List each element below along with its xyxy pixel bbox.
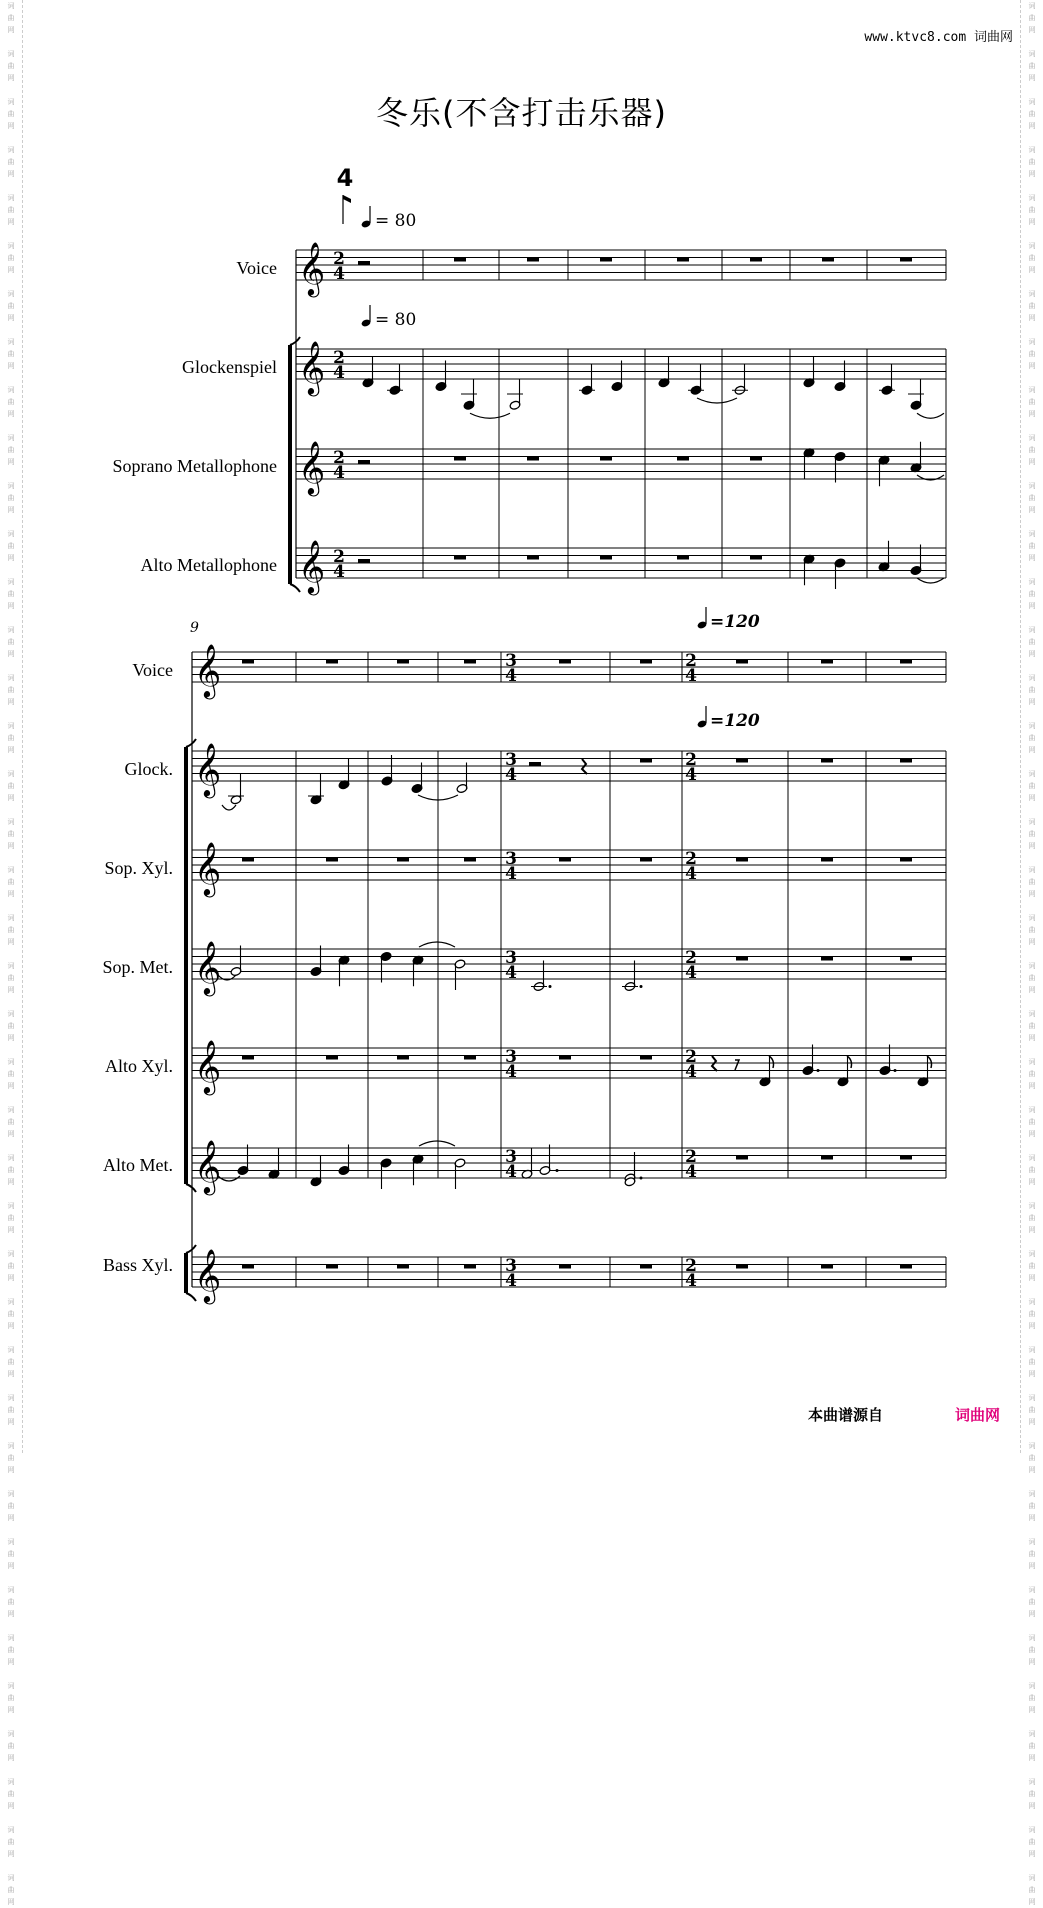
svg-text:𝄞: 𝄞: [194, 643, 222, 697]
label-alto-metallophone: Alto Metallophone: [140, 555, 277, 575]
label-bass-xyl: Bass Xyl.: [102, 1255, 173, 1275]
svg-text:𝄞: 𝄞: [298, 340, 326, 394]
svg-text:2: 2: [685, 1147, 697, 1167]
svg-text:3: 3: [505, 1047, 517, 1067]
svg-text:4: 4: [333, 264, 345, 284]
measure-number: 9: [190, 620, 199, 636]
svg-text:4: 4: [505, 765, 517, 785]
label-glock: Glock.: [124, 759, 173, 779]
svg-text:4: 4: [685, 1271, 697, 1291]
label-voice-2: Voice: [132, 660, 173, 680]
svg-text:4: 4: [505, 963, 517, 983]
label-voice: Voice: [236, 258, 277, 278]
svg-text:4: 4: [505, 1162, 517, 1182]
svg-text:4: 4: [685, 666, 697, 686]
svg-text:4: 4: [685, 864, 697, 884]
svg-text:2: 2: [685, 1256, 697, 1276]
rehearsal-mark: 4: [336, 164, 354, 192]
site-url[interactable]: www.ktvc8.com 词曲网: [864, 30, 1013, 45]
svg-text:2: 2: [333, 249, 345, 269]
svg-text:𝄞: 𝄞: [298, 241, 326, 295]
svg-text:3: 3: [505, 948, 517, 968]
footer-source-note: 本曲谱源自: [808, 1406, 884, 1424]
svg-text:= 80: = 80: [375, 310, 417, 330]
svg-text:4: 4: [685, 963, 697, 983]
svg-text:3: 3: [505, 849, 517, 869]
svg-text:3: 3: [505, 651, 517, 671]
label-alto-xyl: Alto Xyl.: [104, 1056, 173, 1076]
svg-text:4: 4: [685, 765, 697, 785]
svg-text:2: 2: [685, 651, 697, 671]
label-soprano-metallophone: Soprano Metallophone: [112, 456, 277, 476]
svg-text:3: 3: [505, 1256, 517, 1276]
svg-text:3: 3: [505, 1147, 517, 1167]
svg-text:2: 2: [685, 1047, 697, 1067]
svg-text:4: 4: [505, 666, 517, 686]
label-sop-xyl: Sop. Xyl.: [104, 858, 173, 878]
svg-text:=120: =120: [710, 612, 760, 632]
svg-text:2: 2: [685, 948, 697, 968]
score-title: 冬乐(不含打击乐器): [376, 94, 667, 132]
svg-text:2: 2: [333, 448, 345, 468]
svg-text:𝄞: 𝄞: [194, 1139, 222, 1193]
svg-text:4: 4: [333, 363, 345, 383]
tempo-marking-2: [361, 305, 417, 330]
svg-text:4: 4: [685, 1162, 697, 1182]
svg-text:𝄞: 𝄞: [194, 841, 222, 895]
label-sop-met: Sop. Met.: [102, 957, 173, 977]
svg-text:4: 4: [505, 864, 517, 884]
svg-text:𝄞: 𝄞: [194, 940, 222, 994]
label-glockenspiel: Glockenspiel: [182, 357, 277, 377]
svg-text:4: 4: [505, 1062, 517, 1082]
left-edge-watermark: 词 曲 网 词 曲 网 词 曲 网 词 曲 网 词 曲 网 词 曲 网 词 曲 网 词 曲 网 词 曲 网 词 曲 网 词 曲 网 词 曲 网 词 曲 网 词 曲 网 词 曲 网 词 曲 网 词 曲 网 词 曲 网 词 曲 网 词 曲 网 词 曲 网 词 曲 网 词 曲 网 词 曲 网 词 曲 网 词 曲 网 词 曲 网 词 曲 网 词 曲 网 词 曲 网 词 曲 网 词 曲 网 词 曲 网 词 曲 网 词 曲 网 词 曲 网 词 曲 网 词 曲 网 词 曲 网 词 曲 网: [0, 0, 23, 1453]
svg-text:𝄞: 𝄞: [298, 440, 326, 494]
svg-text:2: 2: [685, 750, 697, 770]
right-edge-watermark: 词 曲 网 词 曲 网 词 曲 网 词 曲 网 词 曲 网 词 曲 网 词 曲 网 词 曲 网 词 曲 网 词 曲 网 词 曲 网 词 曲 网 词 曲 网 词 曲 网 词 曲 网 词 曲 网 词 曲 网 词 曲 网 词 曲 网 词 曲 网 词 曲 网 词 曲 网 词 曲 网 词 曲 网 词 曲 网 词 曲 网 词 曲 网 词 曲 网 词 曲 网 词 曲 网 词 曲 网 词 曲 网 词 曲 网 词 曲 网 词 曲 网 词 曲 网 词 曲 网 词 曲 网 词 曲 网 词 曲 网: [1020, 0, 1043, 1453]
tempo-marking-4: [697, 706, 760, 731]
svg-text:𝄞: 𝄞: [298, 539, 326, 593]
svg-text:4: 4: [333, 463, 345, 483]
tempo-marking-3: [697, 607, 760, 632]
svg-text:4: 4: [505, 1271, 517, 1291]
svg-text:3: 3: [505, 750, 517, 770]
svg-text:2: 2: [685, 849, 697, 869]
svg-text:4: 4: [333, 562, 345, 582]
svg-text:4: 4: [685, 1062, 697, 1082]
svg-text:=120: =120: [710, 711, 760, 731]
footer-brand[interactable]: 词曲网: [955, 1406, 1001, 1424]
svg-text:2: 2: [333, 547, 345, 567]
tempo-marking-1: [361, 206, 417, 231]
svg-text:= 80: = 80: [375, 211, 417, 231]
svg-text:2: 2: [333, 348, 345, 368]
svg-text:𝄞: 𝄞: [194, 1039, 222, 1093]
svg-text:𝄞: 𝄞: [194, 1248, 222, 1302]
label-alto-met: Alto Met.: [103, 1155, 173, 1175]
svg-text:𝄞: 𝄞: [194, 742, 222, 796]
